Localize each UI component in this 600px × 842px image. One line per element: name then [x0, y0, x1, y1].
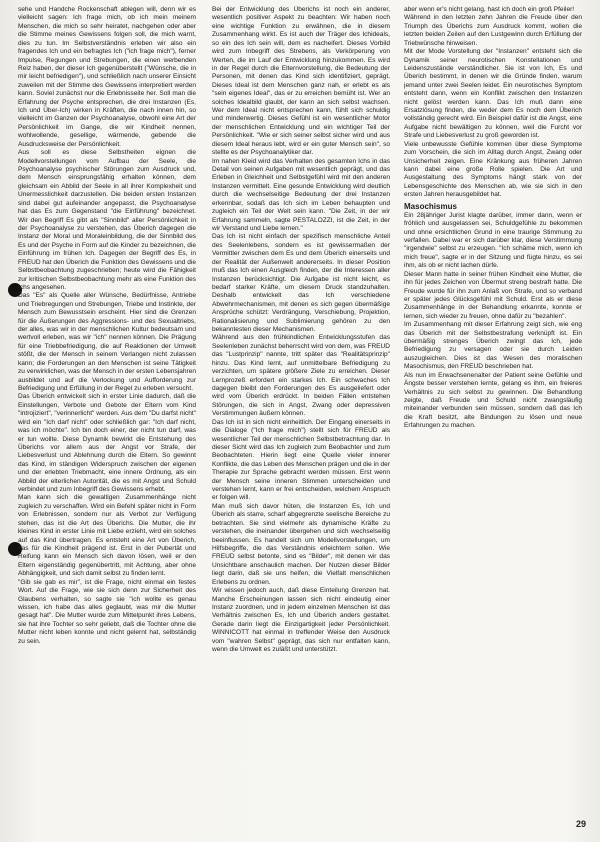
paragraph: Bei der Entwicklung des Überichs ist noch ein anderer, wesentlich positiver Aspekt zu beachten: Wir haben noch eine wichtige Funktion zu erwähnen, die in diesem Zusammenhang wirkt. Es ist auch der Träger des Ichideals, so ein des Ich sein will, dem es nacheifert. Dieses Vorbild wird zum Inbegriff des Strebens, als Verkörperung von Werten, die im Lauf der Entwicklung hinzukommen. Es wird in der Regel durch die Elternvorstellung, die Bedeutung der Personen, mit denen das Kind sich identifiziert, geprägt. Dieses Ideal ist dem Menschen ganz nah, er erlebt es als "sein eigenes Ideal", das er zu erreichen bemüht ist. Wer an solches Idealbild glaubt, der kann an sich selbst wachsen. Wer dem Ideal nicht entsprechen kann, fühlt sich schuldig und minderwertig. Dieses Gefühl ist ein wesentlicher Motor der menschlichen Entwicklung und ein wichtiger Teil der Persönlichkeit. "Wie er sich seiner selbst sicher wird und aus diesem Ideal heraus lebt, wird er ein guter Mensch sein", so stellte es der Psychoanalytiker dar.	[212, 6, 390, 157]
paragraph: Dieser Mann hatte in seiner frühen Kindheit eine Mutter, die ihn für jedes Zeichen von Übermut streng bestraft hatte. Die Freude wurde für ihn zum Anlaß von Strafe, und so verband er später jedes Glücksgefühl mit Schuld. Erst als er diese Zusammenhänge in der Behandlung erkannte, konnte er lernen, sich wieder zu freuen, ohne dafür zu "bezahlen".	[404, 270, 582, 320]
paragraph: Aus soll es diese Selbstheiten eignen die Modellvorstellungen vom Aufbau der Seele, die Psychoanalyse psychischer Störungen zum Ausdruck und, dem Mensch einsprungsfähig erhalten können, dem gleichsam ein Abbild der Seele in all ihrer Komplexheit und Unermesslichkeit darzustellen. Die beiden ersten Instanzen sind dabei gut aufeinander angepasst, die Psychoanalyse hat das Es zum Gegenstand "die Einführung" bezeichnet. Wir den Begriff Es gibt als "Sinnbild" aller Persönlichkeit in der Psychoanalyse zu verstehen, das Überich dagegen die Instanz der Moral und Moraleinbildung, die der Sinnbild des Es und der Psyche in Form auf die Kinder zu bezeichnen, die Einführung im frühen Ich. Dagegen der Begriff des Es, in FREUD hat den Überich die Funktion des Gewissens und die Selbstbeobachtung zugeschrieben; heute wird die Fähigkeit zur kritischen Selbstbeobachtung mehr als eine Funktion des Ichs angesehen.	[18, 149, 196, 291]
paragraph: Im nahen Kleid wird das Verhalten des gesamten Ichs in das Detail von seinen Aufgaben mit wesentlich geprägt, und das Erleben in Gleichheit und Selbstgefühl wird mit den anderen Instanzen vermittelt. Eine gesunde Entwicklung wird deutlich durch die wechselseitige Bedeutung der drei Instanzen erkennbar, sodaß das Ich sich im Leben behaupten und zugleich ein Teil der Welt sein kann. "Die Zeit, in der wir Erfahrung sammeln, sagte PESTALOZZI, ist die Zeit, in der wir Verstand und Liebe lernen."	[212, 157, 390, 232]
paragraph: aber wenn er's nicht gelang, hast ich doch ein groß Pfeiler!	[404, 6, 575, 13]
paragraph: Ein 28jähriger Jurist klagte darüber, immer dann, wenn er fröhlich und ausgelassen sei, Schuldgefühle zu bekommen und ohne ersichtlichen Grund in eine traurige Stimmung zu verfallen. Dabei war er sich darüber klar, diese Verstimmung "irgendwie" selbst zu erzeugen. "Ich schäme mich, wenn ich mich freue", sagte er in der Sitzung und fügte hinzu, es sei ihm, als ob er nicht lachen dürfe.	[404, 211, 582, 270]
paragraph: sehe und Handche Rockenschaft ablegen will, denn wir es vielleicht sagen: Ich frage mich, ob ich mein meinem Menschen, die mich so sehr heiratet, nachgehen oder aber die Stimme meines Gewissens folgen soll, die mich warnt, dies zu tun. Im Selbstverständnis erleben wir also ein fragendes Ich und ein befragtes Ich ("ich frage mich"), ferner Impulse, Regungen und Strebungen, die einen werbenden Reiz haben, der dieser Ich gegenüberstellt ("Wünsche, die in mir leicht befriedigen"), und schließlich nach unserer Einsicht zuweilen mit der Stimme des Gewissens interpretiert werden kann. Soviel zunächst nur die Erlebnisseite her. Soll man die Erfahrung der Psyche entsprechen, die drei Instanzen (Es, Ich und Über-Ich) wirken in Kräften, die nach innen hin, so vielleicht im Ganzen der Psychoanalyse, obwohl eine Art der Persönlichkeit im Gange, die wir Kindheit nennen, wohlwollende, gesellige, wärmende, gebende die Ausdrucksweise der Persönlichkeit.	[18, 6, 196, 148]
paragraph: Viele unbewusste Gefühle kommen über diese Symptome zum Vorschein, die sich im Alltag durch Angst, Zwang oder Unsicherheit zeigen. Eine Kränkung aus früheren Jahren kann dabei eine große Rolle spielen. Die Art und Ausgestaltung des Symptoms hängt stark von der Lebensgeschichte des Menschen ab, wie sie sich in den ersten Jahren herausgebildet hat.	[404, 140, 582, 199]
paragraph: Man kann sich die gewaltigen Zusammenhänge nicht zugleich zu verschaffen. Wird ein Befehl später nicht in Form von Erlebnissen, sondern nur als Verbot zur Verfügung stehen, das ist die Art des Überichs. Die Mutter, die ihr kleines Kind in erster Linie mit Liebe erzieht, wird ein solches auf das Kind übertragen. Es entsteht eine Art von Überich, das für die Kindheit prägend ist. Erst in der Pubertät und Reifung kann ein Mensch sich davon lösen, weil er den Eltern eigenständig gegenübertritt, mit Achtung, aber ohne Abhängigkeit, und sich damit selbst zu finden lernt.	[18, 494, 196, 578]
section-heading: Masochismus	[404, 201, 457, 211]
paragraph: Während in den letzten zehn Jahren die Freude über den Triumph des Überichs zum Ausdruck kommt, wollen die letzten beiden Zeilen auf den Lustgewinn durch Erfüllung der Triebwünsche hinweisen.	[404, 14, 582, 47]
paragraph: Das Ich ist in sich nicht einheitlich. Der Eingang einerseits in die Dialoge ("Ich frage mich") stellt sich für FREUD als wesentlicher Teil der menschlichen Selbstbetrachtung dar. In dieser Sicht wird das Ich zugleich zum Beobachter und zum Beobachteten. Hierin liegt eine Quelle vieler innerer Konflikte, die das Leben des Menschen prägen und die in der Therapie zur Sprache gebracht werden müssen. Erst wenn der Mensch seine inneren Stimmen unterscheiden und verstehen lernt, kann er frei entscheiden, welchem Anspruch er folgen will.	[212, 418, 390, 502]
page-number: 29	[575, 819, 586, 829]
paragraph: Das "Es" als Quelle aller Wünsche, Bedürfnisse, Antriebe und Triebregungen und Strebungen, Triebe und Instinkte, der Mensch zum Bewusstsein erscheint. Hier sind die Grenzen für die Äußerungen des Aggressions- und des Sexualtriebs, der alles, was wir in der menschlichen Kultur bedeutsam und wertvoll erleben, was wir "ich" nennen können. Die Prägung für eine Triebbefriedigung, die auf Reaktionen der Umwelt stößt, die der Mensch in seinem Verlangen nicht zulassen kann; die Forderungen an den Menschen ist seine Tätigkeit zu verwirklichen, was der Mensch in der ersten Lebensjahren ausbildet und auf die Verlockung und Aufforderung zur Befriedigung und Erfüllung in der Regel zu erleben versucht.	[18, 292, 196, 392]
text-column-middle	[212, 6, 390, 840]
paragraph: "Gib sie gab es mir", ist die Frage, nicht einmal ein festes Wort. Auf die Frage, wie sie sich denn zur Sicherheit des Glaubens verhalten, so sagte sie "ich wollte es genau wissen, ich habe das alles geglaubt, was mir die Mutter gesagt hat". Die Mutter wurde zum Mittelpunkt ihres Lebens, sie hat ihre Tochter so sehr geliebt, daß die Tochter ohne die Mutter nicht leben konnte und nicht gelernt hat, selbständig zu sein.	[18, 578, 196, 645]
paragraph: Das Ich ist nicht einfach der spezifisch menschliche Anteil des Seelenlebens, sondern es ist gewissermaßen der Vermittler zwischen dem Es und dem Überich einerseits und der Realität der Außenwelt andererseits. In dieser Position muß das Ich einen Ausgleich finden, der die Interessen aller Instanzen berücksichtigt. Die Aufgabe ist nicht leicht, es bedarf starker Kräfte, um diesem Druck standzuhalten. Deshalb entwickelt das Ich verschiedene Abwehrmechanismen, mit denen es sich gegen übermäßige Ansprüche schützt: Verdrängung, Verschiebung, Projektion, Rationalisierung und Sublimierung gehören zu den bekanntesten dieser Mechanismen.	[212, 233, 390, 334]
text-column-right	[404, 6, 582, 806]
paragraph: Wir wissen jedoch auch, daß diese Einteilung Grenzen hat. Manche Erscheinungen lassen sich nicht eindeutig einer Instanz zuordnen, und in jedem einzelnen Menschen ist das Verhältnis zwischen Es, Ich und Überich anders gestaltet. Gerade darin liegt die Einzigartigkeit jeder Persönlichkeit. WINNICOTT hat einmal in treffender Weise den Ausdruck vom "wahren Selbst" geprägt, das sich nur entfalten kann, wenn die Umwelt es zuläßt und unterstützt.	[212, 587, 390, 654]
paragraph: Als nun im Erwachsenenalter der Patient seine Gefühle und Ängste besser verstehen lernte, gelang es ihm, ein freieres Verhältnis zu sich selbst zu gewinnen. Die Behandlung zeigte, daß Freude und Schuld nicht zwangsläufig miteinander verbunden sein müssen, sondern daß das Ich die Kraft besitzt, alte Bindungen zu lösen und neue Erfahrungen zu machen.	[404, 371, 582, 430]
paragraph: Das Überich entwickelt sich in erster Linie dadurch, daß die Einstellungen, Verbote und Gebote der Eltern vom Kind "introjiziert", "verinnerlicht" werden. Aus dem "Du darfst nicht" wird ein "Ich darf nicht" oder schließlich gar: "Ich darf nicht, was ich möchte". Ich bin doch einer, der nicht tun darf, was er tun wollte. Diese Dynamik bewirkt die Entstehung des Überichs vor allem aus der Angst vor Strafe, der Liebesverlust und Ablehnung durch die Eltern. So gewinnt das Kind, im ständigen Widerspruch zwischen der eigenen und der erlebten Triebmacht, eine innere Ordnung, als ein Abbild der elterlichen Autorität, die es mit Angst und Schuld verbindet und zum Inbegriff des Gewissens erhebt.	[18, 393, 196, 494]
paragraph: Während aus den frühkindlichen Entwicklungsstufen das Seelenleben zunächst beherrscht wird von dem, was FREUD das "Lustprinzip" nannte, tritt später das "Realitätsprinzip" hinzu. Das Kind lernt, auf unmittelbare Befriedigung zu verzichten, um spätere größere Ziele zu erreichen. Dieser Lernprozeß erfordert ein starkes Ich. Ein schwaches Ich dagegen bleibt den Forderungen des Es ausgeliefert oder wird vom Überich erdrückt. In beiden Fällen entstehen Störungen, die sich in Angst, Zwang oder depressiven Verstimmungen äußern können.	[212, 334, 390, 418]
text-column-left	[18, 6, 196, 840]
paragraph: Mit der Mode Vorstellung der "Instanzen" entsteht sich die Dynamik seiner neurotischen Konstellationen und Leidenszustände verständlicher. Sie ist von Ich, Es und Überich bestimmt, in denen wir die Gründe finden, warum jemand unter zwei Seelen leidet. Ein neurotisches Symptom entsteht dann, wenn ein Konflikt zwischen den Instanzen nicht gelöst werden kann. Das Ich muß dann eine Ersatzlösung finden, die weder dem Es noch dem Überich vollständig gerecht wird. Ein Beispiel dafür ist die Angst, eine Aufgabe nicht bewältigen zu können, weil die Furcht vor Strafe und Liebesverlust zu groß geworden ist.	[404, 48, 582, 140]
paragraph: Man muß sich davor hüten, die Instanzen Es, Ich und Überich als starre, scharf abgegrenzte seelische Bereiche zu betrachten. Sie sind vielmehr als dynamische Kräfte zu verstehen, die ineinander übergehen und sich wechselseitig beeinflussen. Es handelt sich um Modellvorstellungen, um Hilfsbegriffe, die das Verständnis erleichtern sollen. Wie FREUD selbst betonte, sind es "Bilder", mit denen wir das Unsichtbare anschaulich machen. Der Nutzen dieser Bilder liegt darin, daß sie uns helfen, die Vielfalt menschlichen Erlebens zu ordnen.	[212, 502, 390, 586]
paragraph: Im Zusammenhang mit dieser Erfahrung zeigt sich, wie eng das Überich mit der Selbstbestrafung verknüpft ist. Ein übermäßig strenges Überich zwingt das Ich, jede Befriedigung zu versagen oder sie durch Leiden auszugleichen. Dies ist das Wesen des moralischen Masochismus, den FREUD beschrieben hat.	[404, 321, 582, 371]
